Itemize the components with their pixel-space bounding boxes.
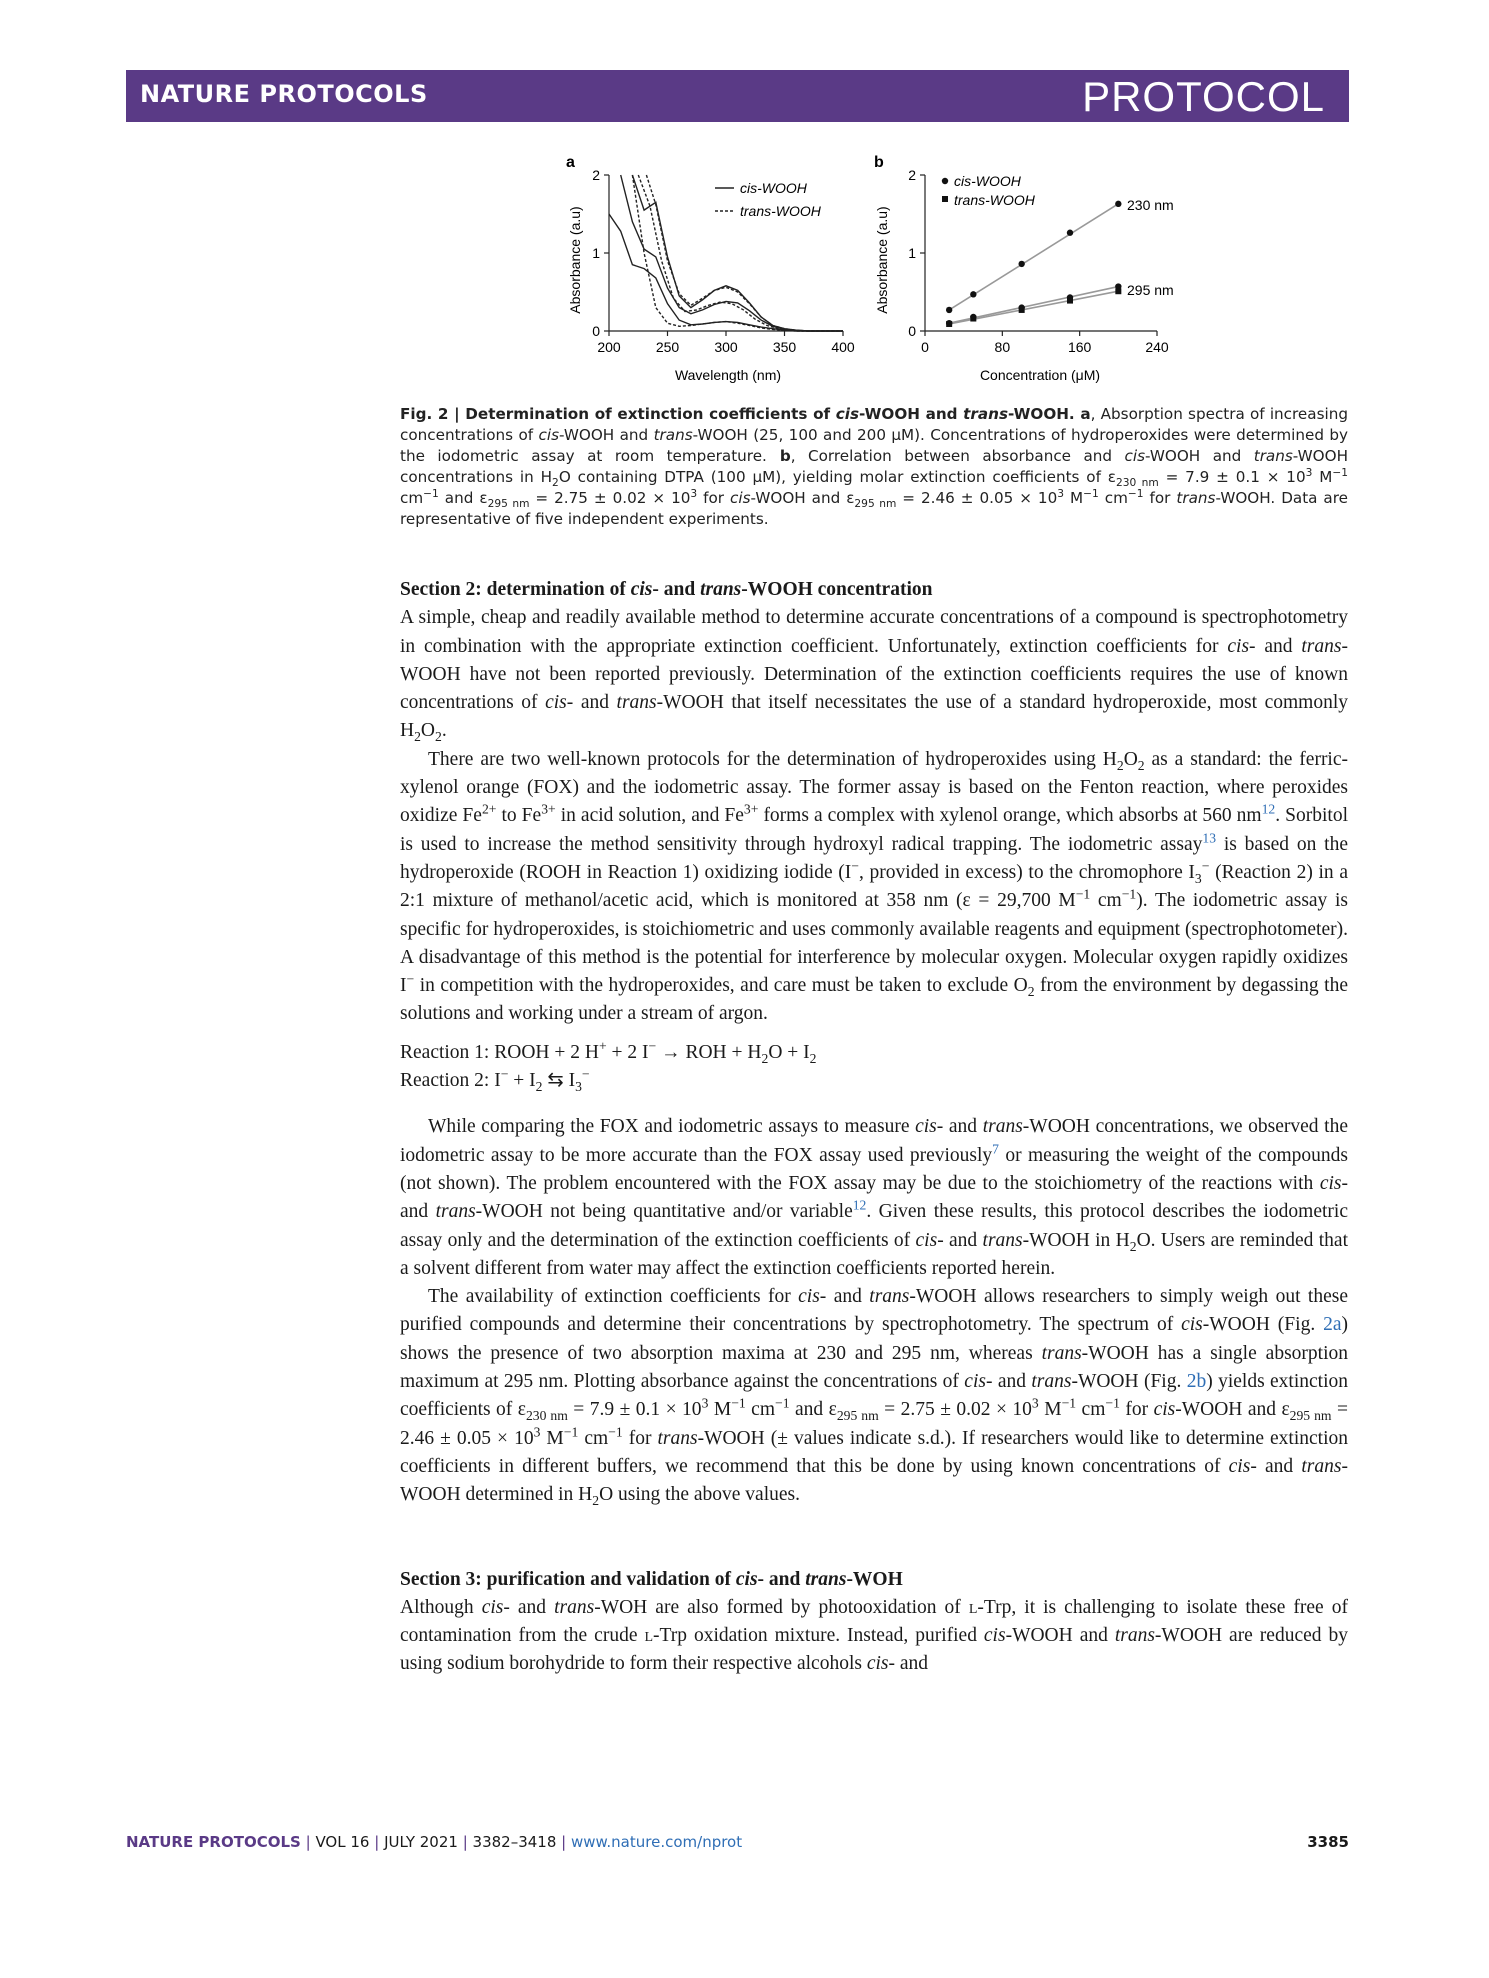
panel-a-ytick-label: 0 (592, 323, 600, 339)
paragraph-text: -WOOH (Fig. (1071, 1371, 1187, 1393)
paragraph-text: O (1123, 748, 1138, 770)
term-cis: cis (1153, 1399, 1176, 1421)
paragraph-text: , provided in excess) to the chromophore I (858, 861, 1195, 883)
paragraph-text: The availability of extinction coefficients for (428, 1286, 799, 1308)
panel-a-xtick-label: 400 (831, 339, 855, 355)
spectrum-line (632, 175, 843, 331)
section-3-paragraph-1 (400, 1594, 1348, 1679)
footer-separator: | (300, 1833, 316, 1851)
figure-link[interactable]: 2a (1323, 1314, 1342, 1336)
superscript: −1 (1105, 1395, 1120, 1411)
paragraph-text: - and (1249, 635, 1302, 657)
superscript: − (1201, 858, 1210, 874)
spectrum-line (621, 175, 843, 331)
paragraph-text: -WOOH (Fig. (1202, 1314, 1324, 1336)
heading-text: Section 2: determination of (400, 579, 631, 600)
superscript: −1 (731, 1395, 746, 1411)
section-2-paragraph-1 (400, 604, 1348, 745)
heading-text: - and (757, 1568, 806, 1590)
term-trans: trans (982, 1116, 1023, 1138)
paragraph-text: as a standard: the ferric-xylenol orange (FOX) and the iodometric assay. The former assay is based on the Fenton reaction, where peroxides oxidize Fe (400, 748, 1348, 827)
caption-b-text: -WOOH concentrations in H (400, 447, 1348, 486)
paragraph-text: ) yields extinction coefficients of ε (400, 1371, 1348, 1421)
paragraph-text: - and (819, 1286, 870, 1308)
panel-a-xlabel: Wavelength (nm) (674, 367, 782, 383)
banner-journal-name: NATURE PROTOCOLS (140, 80, 428, 108)
footer-journal: NATURE PROTOCOLS (126, 1833, 301, 1851)
panel-b-ytick-label: 1 (908, 245, 916, 261)
term-trans: trans (435, 1201, 476, 1223)
term-cis: cis (1227, 635, 1250, 657)
paragraph-text: - and (937, 1229, 983, 1251)
section-3-heading (400, 1566, 1348, 1594)
paragraph-text: -WOOH and (1005, 1625, 1115, 1647)
banner-article-type: PROTOCOL (1082, 73, 1325, 120)
superscript: −1 (608, 1424, 623, 1440)
page-number: 3385 (1307, 1833, 1349, 1851)
term-cis: cis (983, 1625, 1006, 1647)
data-point-circle (1115, 201, 1121, 207)
paragraph-text: in competition with the hydroperoxides, and care must be taken to exclude O (414, 975, 1028, 997)
superscript: −1 (1075, 886, 1091, 902)
paragraph-text: - and (400, 1172, 1348, 1223)
unit: M (1038, 1399, 1062, 1421)
paragraph-text: -WOOH concentrations, we observed the iodometric assay to be more accurate than the FOX assay used previously (400, 1116, 1348, 1166)
caption-unit: cm (1098, 489, 1128, 507)
footer-separator: | (369, 1833, 385, 1851)
term-cis: cis (545, 692, 567, 714)
footer-url-link[interactable]: www.nature.com/nprot (570, 1833, 743, 1851)
unit: cm (578, 1427, 609, 1449)
superscript: 3 (533, 1424, 541, 1440)
paragraph-text: A simple, cheap and readily available method to determine accurate concentrations of a compound is spectrophotometry in combination with the appropriate extinction coefficient. Unfortunately, extinction coefficients for (400, 607, 1348, 657)
legend-cis-label: cis-WOOH (740, 180, 807, 196)
panel-b-legend (942, 173, 1036, 208)
paragraph-text: - and (566, 692, 617, 714)
superscript: −1 (563, 1424, 579, 1440)
paragraph-text: = 2.75 ± 0.02 × 10 (878, 1399, 1032, 1421)
figure-caption (400, 404, 1348, 530)
paragraph-text: ) shows the presence of two absorption maxima at 230 and 295 nm, whereas (400, 1314, 1348, 1364)
panel-a-ylabel: Absorbance (a.u) (567, 206, 583, 314)
caption-sup: 3 (1305, 465, 1313, 479)
caption-sub: 295 nm (487, 497, 530, 511)
caption-trans: trans (653, 426, 693, 444)
paragraph-text: -WOOH determined in H (400, 1455, 1348, 1506)
subscript: 3 (1194, 870, 1202, 886)
caption-b-text: -WOOH and ε (750, 489, 855, 507)
panel-b-ytick-label: 0 (908, 323, 916, 339)
spectrum-line (638, 175, 843, 331)
term-trans: trans (1301, 1455, 1342, 1477)
paragraph-text: . Given these results, this protocol describes the iodometric assay only and the determination of the extinction coefficients of (400, 1201, 1348, 1251)
term-cis: cis (964, 1371, 986, 1393)
caption-sup: −1 (1083, 486, 1099, 500)
paragraph-text: . Sorbitol is used to increase the method sensitivity through hydroxyl radical trapping. The iodometric assay (400, 805, 1348, 855)
reference-link[interactable]: 7 (992, 1141, 999, 1157)
spectrum-line (632, 175, 843, 331)
subscript: 2 (1137, 757, 1145, 773)
panel-a-xtick-label: 200 (597, 339, 621, 355)
caption-a-text: , Absorption spectra of increasing concentrations of (400, 405, 1348, 444)
reference-link[interactable]: 12 (1261, 801, 1276, 817)
superscript: 3 (1031, 1395, 1039, 1411)
subscript: 2 (592, 1493, 600, 1509)
annotation-230nm: 230 nm (1127, 197, 1174, 213)
paragraph-text: -WOOH in H (1022, 1229, 1130, 1251)
caption-b-text: -WOOH and (1145, 447, 1254, 465)
reaction-text: O + I (768, 1041, 810, 1063)
superscript: 2+ (481, 801, 497, 817)
term-trans: trans (1041, 1342, 1082, 1364)
caption-sub: 295 nm (854, 497, 897, 511)
caption-a-text: -WOOH (25, 100 and 200 μM). Concentrations of hydroperoxides were determined by the iodometric assay at room temperature. (400, 426, 1348, 465)
caption-b-text: = 2.75 ± 0.02 × 10 (529, 489, 691, 507)
panel-b-xtick-label: 160 (1067, 339, 1092, 355)
legend-b-trans-label: trans-WOOH (954, 192, 1035, 208)
figure-2 (0, 0, 1489, 400)
term-trans: trans (869, 1286, 910, 1308)
caption-b-text: for (697, 489, 730, 507)
term-trans: trans (554, 1596, 595, 1618)
subscript: 2 (1129, 1238, 1137, 1254)
paragraph-text: -WOOH that itself necessitates the use of a standard hydroperoxide, most commonly H (400, 692, 1348, 742)
annotation-295nm: 295 nm (1127, 282, 1174, 298)
paragraph-text: O (420, 720, 436, 742)
term-trans: trans (982, 1229, 1023, 1251)
caption-a-label: a (1074, 405, 1091, 423)
heading-text: -WOH (846, 1568, 903, 1590)
caption-trans: trans (1176, 489, 1216, 507)
panel-b-xlabel: Concentration (μM) (979, 367, 1101, 383)
data-point-circle (946, 307, 952, 313)
panel-a-xticks (597, 331, 855, 355)
paragraph-text: - and (503, 1596, 555, 1618)
paragraph-text: forms a complex with xylenol orange, which absorbs at 560 nm (758, 805, 1262, 827)
caption-sup: −1 (423, 486, 439, 500)
section-2-heading (400, 576, 1348, 604)
unit: M (708, 1399, 732, 1421)
data-point-square (946, 321, 952, 327)
heading-cis: cis (630, 579, 653, 600)
term-cis: cis (1228, 1455, 1251, 1477)
footer-date: JULY 2021 (384, 1833, 458, 1851)
caption-sub: 2 (552, 476, 559, 490)
paragraph-text: -WOOH have not been reported previously. Determination of the extinction coefficients requires the use of known concentrations of (400, 635, 1348, 714)
reaction-1 (400, 1039, 1348, 1067)
subscript: 3 (575, 1078, 582, 1094)
heading-cis: cis (735, 1568, 758, 1590)
caption-title-cis: cis (835, 405, 860, 423)
paragraph-text: = 7.9 ± 0.1 × 10 (567, 1399, 702, 1421)
superscript: − (851, 858, 859, 874)
subscript: 295 nm (836, 1408, 879, 1424)
paragraph-text: cm (1090, 890, 1122, 912)
paragraph-text: - and (1250, 1455, 1302, 1477)
spectrum-line (609, 214, 843, 331)
data-point-circle (1018, 261, 1024, 267)
superscript: −1 (1061, 1395, 1077, 1411)
heading-trans: trans (700, 579, 742, 600)
caption-unit: M (1312, 468, 1333, 486)
term-cis: cis (1181, 1314, 1203, 1336)
caption-title: Fig. 2 | Determination of extinction coefficients of (400, 405, 836, 423)
paragraph-text: There are two well-known protocols for the determination of hydroperoxides using H (428, 748, 1117, 770)
subscript: 2 (435, 729, 442, 745)
data-point-square (1019, 307, 1025, 313)
caption-sup: 3 (1057, 486, 1065, 500)
panel-b-series (946, 201, 1122, 327)
panel-a-ytick-label: 1 (592, 245, 600, 261)
subscript: 2 (535, 1078, 543, 1094)
panel-b-ytick-label: 2 (908, 167, 916, 183)
paragraph-text: ). The iodometric assay is specific for hydroperoxides, is stoichiometric and uses commonly available reagents and equipment (spectrophotometer). A disadvantage of this method is the potential for interference by molecular oxygen. Molecular oxygen rapidly oxidizes I (400, 890, 1348, 997)
panel-b-xtick-label: 0 (921, 339, 929, 355)
paragraph-text: and ε (789, 1399, 837, 1421)
term-trans: trans (616, 692, 657, 714)
subscript: 2 (809, 1050, 817, 1066)
caption-b-text: = 2.46 ± 0.05 × 10 (896, 489, 1058, 507)
paragraph-text: = 2.46 ± 0.05 × 10 (400, 1399, 1349, 1449)
panel-b (874, 154, 1174, 383)
superscript: − (581, 1066, 590, 1082)
reference-link[interactable]: 12 (852, 1197, 867, 1213)
caption-sup: −1 (1127, 486, 1144, 500)
paragraph-text: -WOOH has a single absorption maximum at 295 nm. Plotting absorbance against the concentrations of (400, 1342, 1348, 1393)
paragraph-text: from the environment by degassing the solutions and working under a stream of argon. (400, 975, 1348, 1025)
panel-a-legend (715, 180, 822, 219)
heading-text: - and (652, 579, 701, 600)
caption-unit: M (1064, 489, 1084, 507)
footer-volume: VOL 16 (315, 1833, 370, 1851)
term-trans: trans (1031, 1371, 1072, 1393)
caption-title-trans: trans (963, 405, 1009, 423)
paragraph-text: -Trp oxidation mixture. Instead, purified (653, 1625, 984, 1647)
caption-b-text: -WOOH. Data are representative of five independent experiments. (400, 489, 1348, 528)
legend-square-marker (942, 196, 948, 202)
unit: M (540, 1427, 564, 1449)
article-body (400, 576, 1348, 1679)
subscript: 2 (1116, 757, 1124, 773)
paragraph-text: Although (400, 1596, 482, 1618)
reaction-text: ⇆ I (542, 1070, 576, 1092)
footer-separator: | (556, 1833, 571, 1851)
caption-sub: 230 nm (1116, 476, 1159, 490)
superscript: −1 (1121, 886, 1137, 902)
caption-title-mid: -WOOH and (859, 405, 964, 423)
paragraph-text: - and (888, 1653, 929, 1675)
subscript: 2 (761, 1050, 769, 1066)
term-cis: cis (866, 1653, 889, 1675)
caption-b-label: b (766, 447, 791, 465)
heading-text: -WOOH concentration (741, 579, 933, 600)
paragraph-text: - and (985, 1371, 1032, 1393)
reaction-text: → ROH + H (656, 1041, 762, 1063)
superscript: − (648, 1038, 657, 1054)
paragraph-text: - and (936, 1116, 983, 1138)
heading-text: Section 3: purification and validation of (400, 1568, 736, 1590)
panel-b-yticks (908, 167, 925, 339)
legend-trans-label: trans-WOOH (740, 203, 821, 219)
reaction-text: Reaction 2: I (400, 1070, 501, 1092)
footer-pages: 3382–3418 (472, 1833, 557, 1851)
data-point-circle (1067, 230, 1073, 236)
legend-b-cis-label: cis-WOOH (954, 173, 1021, 189)
panel-a-xtick-label: 300 (714, 339, 738, 355)
superscript: 3+ (541, 801, 556, 817)
caption-cis: cis (730, 489, 751, 507)
paragraph-text: in acid solution, and Fe (555, 805, 744, 827)
heading-trans: trans (805, 1568, 847, 1590)
paragraph-text: -WOOH and ε (1175, 1399, 1290, 1421)
subscript: 295 nm (1289, 1408, 1332, 1424)
superscript: − (406, 971, 415, 987)
panel-b-xticks (921, 331, 1169, 355)
paragraph-text: (Reaction 2) in a 2:1 mixture of methanol/acetic acid, which is monitored at 358 nm (ε = 29,700 M (400, 861, 1348, 912)
term-cis: cis (1319, 1172, 1342, 1194)
paragraph-text: -WOOH (± values indicate s.d.). If researchers would like to determine extinction coefficients in different buffers, we recommend that this be done by using known concentrations of (400, 1427, 1348, 1477)
panel-a-ytick-label: 2 (592, 167, 600, 183)
term-cis: cis (915, 1116, 937, 1138)
caption-sup: −1 (1332, 465, 1349, 479)
paragraph-text: for (622, 1427, 658, 1449)
footer-separator: | (457, 1833, 473, 1851)
caption-unit: cm (400, 489, 424, 507)
paragraph-text: -WOOH allows researchers to simply weigh out these purified compounds and determine their concentrations by spectrophotometry. The spectrum of (400, 1286, 1348, 1336)
caption-a-text: -WOOH and (559, 426, 654, 444)
unit: cm (745, 1399, 776, 1421)
caption-b-text: O containing DTPA (100 μM), yielding molar extinction coefficients of ε (558, 468, 1116, 486)
caption-cis: cis (1124, 447, 1146, 465)
data-point-square (970, 316, 976, 322)
subscript: 2 (414, 729, 421, 745)
paragraph-text: While comparing the FOX and iodometric assays to measure (428, 1116, 916, 1138)
paragraph-text: or measuring the weight of the compounds (not shown). The problem encountered with the FOX assay may be due to the stoichiometry of the reactions with (400, 1144, 1348, 1194)
subscript: 230 nm (525, 1408, 568, 1424)
paragraph-text: -Trp, it is challenging to isolate these free of contamination from the crude (400, 1596, 1348, 1647)
unit: cm (1076, 1399, 1106, 1421)
paragraph-text: -WOOH not being quantitative and/or variable (475, 1201, 853, 1223)
reaction-2 (400, 1067, 1348, 1095)
reaction-text: + 2 I (606, 1041, 649, 1063)
superscript: 3 (701, 1395, 709, 1411)
figure-link[interactable]: 2b (1186, 1371, 1207, 1393)
caption-title-end: -WOOH. (1008, 405, 1075, 423)
paragraph-text: is based on the hydroperoxide (ROOH in Reaction 1) oxidizing iodide (I (400, 833, 1348, 883)
paragraph-text: -WOH are also formed by photooxidation of (594, 1596, 969, 1618)
term-trans: trans (1114, 1625, 1155, 1647)
section-2-paragraph-2 (400, 746, 1348, 1029)
superscript: − (500, 1066, 509, 1082)
term-cis: cis (915, 1229, 938, 1251)
reaction-text: Reaction 1: ROOH + 2 H (400, 1041, 599, 1063)
panel-a (566, 154, 855, 383)
caption-b-text: and ε (438, 489, 488, 507)
section-2-paragraph-3 (400, 1113, 1348, 1283)
term-cis: cis (798, 1286, 820, 1308)
superscript: + (598, 1038, 607, 1054)
paragraph-text: O. Users are reminded that a solvent different from water may affect the extinction coefficients reported herein. (400, 1229, 1348, 1279)
legend-circle-marker (942, 178, 948, 184)
superscript: −1 (775, 1395, 790, 1411)
panel-b-label: b (874, 154, 884, 171)
panel-a-xtick-label: 250 (655, 339, 680, 355)
superscript: 3+ (743, 801, 759, 817)
caption-b-text: , Correlation between absorbance and (790, 447, 1125, 465)
section-2-paragraph-4 (400, 1283, 1348, 1509)
data-point-square (1067, 298, 1073, 304)
panel-a-xtick-label: 350 (772, 339, 797, 355)
panel-a-series (609, 175, 843, 331)
data-point-square (1115, 288, 1121, 294)
panel-b-xtick-label: 240 (1145, 339, 1169, 355)
paragraph-text: . (441, 720, 447, 742)
term-trans: trans (657, 1427, 698, 1449)
caption-cis: cis (538, 426, 559, 444)
paragraph-text: for (1119, 1399, 1154, 1421)
paragraph-text: to Fe (496, 805, 542, 827)
subscript: 2 (1027, 984, 1035, 1000)
data-point-circle (970, 291, 976, 297)
paragraph-text: -WOOH are reduced by using sodium borohydride to form their respective alcohols (400, 1625, 1348, 1675)
reaction-text: + I (508, 1070, 536, 1092)
paragraph-text: O using the above values. (599, 1484, 800, 1506)
small-caps-l: l (644, 1625, 654, 1647)
small-caps-l: l (968, 1596, 978, 1618)
caption-b-text: = 7.9 ± 0.1 × 10 (1158, 468, 1306, 486)
panel-b-ylabel: Absorbance (a.u) (874, 206, 890, 314)
panel-a-yticks (592, 167, 609, 339)
reference-link[interactable]: 13 (1202, 830, 1217, 846)
caption-b-text: for (1143, 489, 1177, 507)
panel-b-xtick-label: 80 (994, 339, 1011, 355)
page-footer (126, 1833, 1349, 1857)
caption-sup: 3 (690, 486, 698, 500)
term-cis: cis (481, 1596, 504, 1618)
caption-trans: trans (1253, 447, 1293, 465)
panel-a-label: a (566, 154, 575, 171)
term-trans: trans (1301, 635, 1342, 657)
